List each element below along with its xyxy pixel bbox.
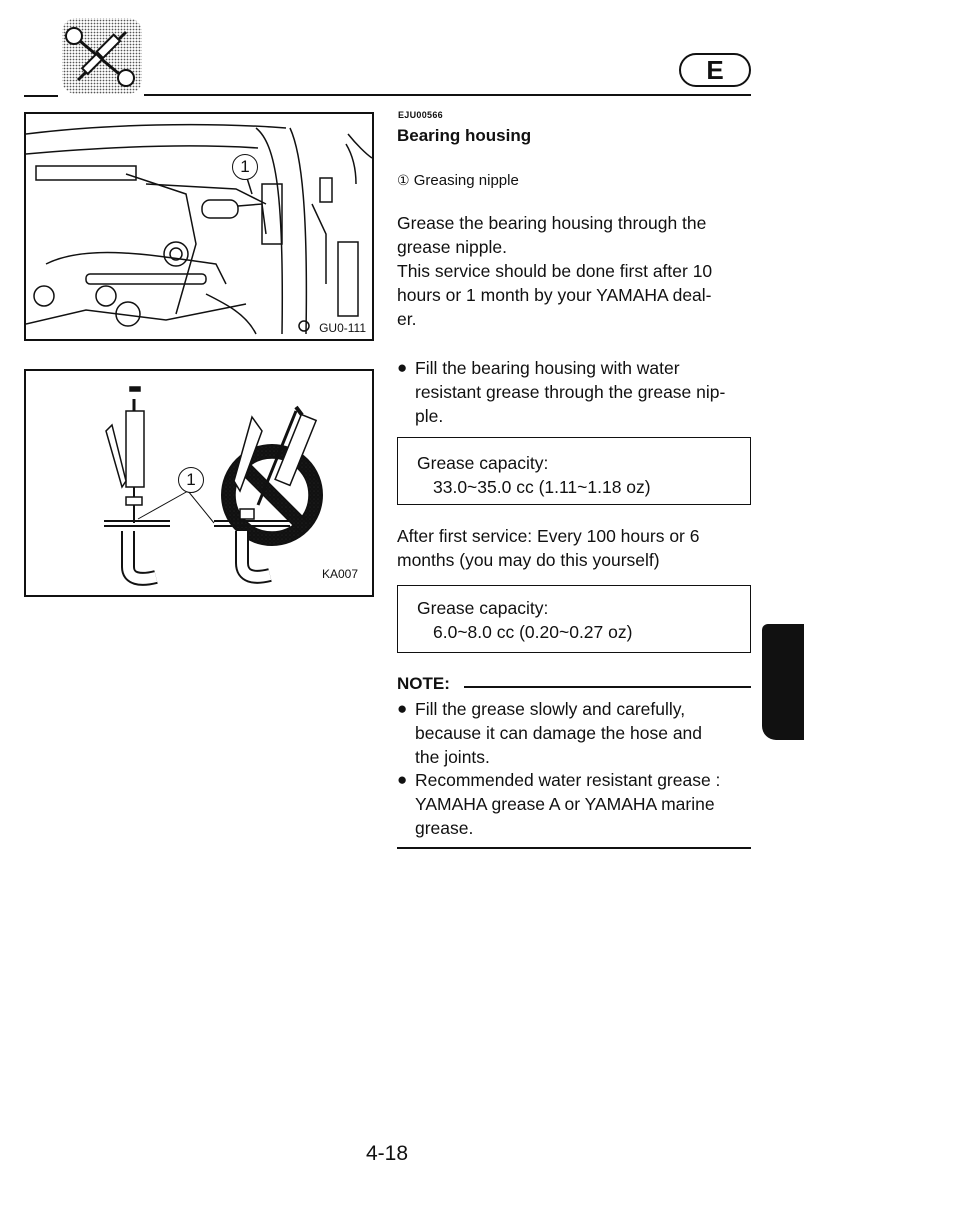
spec-value: 6.0~8.0 cc (0.20~0.27 oz) [433,622,633,642]
text-line: grease. [415,818,474,838]
engine-bearing-housing-photo [24,112,374,341]
text-line: resistant grease through the grease nip- [415,382,726,402]
callout-legend-label: Greasing nipple [413,172,519,189]
spec-label: Grease capacity: [417,453,549,473]
note-end-rule [397,847,751,849]
bullet-dot: ● [397,358,408,377]
text-line: YAMAHA grease A or YAMAHA marine [415,794,715,814]
text-line: grease nipple. [397,237,507,257]
text-line: hours or 1 month by your YAMAHA deal- [397,285,712,305]
fill-instruction-bullet [397,356,751,428]
bullet-dot: ● [397,770,408,789]
callout-1-label: 1 [186,470,196,489]
note-item [397,768,751,840]
text-line: Fill the bearing housing with water [415,358,680,378]
section-code: EJU00566 [398,110,443,120]
text-line: Grease the bearing housing through the [397,213,707,233]
callout-1-circle [232,154,258,180]
bullet-dot: ● [397,699,408,718]
language-badge [678,52,752,88]
page-number: 4-18 [366,1142,409,1165]
wrench-grease-gun-icon [60,16,144,96]
callout-legend-symbol: ① [397,173,410,189]
note-item [397,697,751,769]
text-line: After first service: Every 100 hours or 6 [397,526,700,546]
spec-label: Grease capacity: [417,598,549,618]
grease-gun-diagram [24,369,374,597]
text-line: because it can damage the hose and [415,723,703,743]
note-heading: NOTE: [397,674,450,693]
grease-capacity-box-first [397,437,751,505]
text-line: months (you may do this yourself) [397,550,660,570]
figure-code: KA007 [321,567,358,581]
callout-legend [397,171,519,191]
text-line: er. [397,309,417,329]
note-heading-rule [464,686,751,688]
header-rule-left [24,95,58,97]
callout-1-circle [178,467,204,493]
callout-1-label: 1 [240,157,250,176]
text-line: the joints. [415,747,490,767]
text-line: This service should be done first after 10 [397,261,713,281]
text-line: Fill the grease slowly and carefully, [415,699,686,719]
grease-capacity-box-after [397,585,751,653]
figure-code: GU0-111 [319,321,366,335]
text-line: Recommended water resistant grease : [415,770,721,790]
spec-value: 33.0~35.0 cc (1.11~1.18 oz) [433,477,651,497]
text-line: ple. [415,406,444,426]
section-title: Bearing housing [397,126,532,145]
chapter-tab [762,624,804,740]
after-service-paragraph [397,524,751,572]
intro-paragraph [397,211,751,331]
header-rule [144,94,751,96]
language-badge-label: E [706,55,724,85]
